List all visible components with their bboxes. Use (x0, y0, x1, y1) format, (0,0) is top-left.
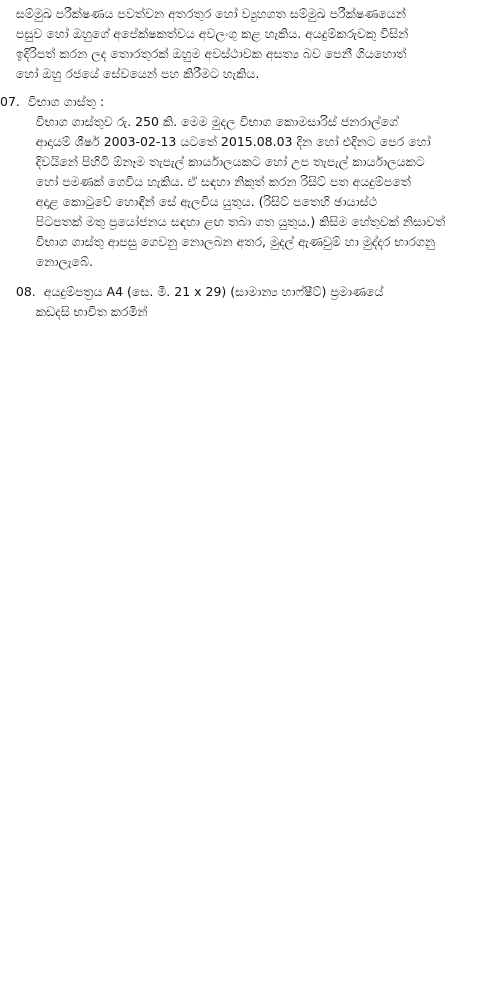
intro-paragraph: සම්මුඛ පරීක්ෂණය පවත්වන අතරතුර හෝ ව්‍යුහගත සම්මුඛ පරීක්ෂණයෙන් පසුව හෝ ඔහුගේ අපේක්ෂකත්වය අවලංගු කළ හැකිය. අයදුම්කරුවකු විසින් ඉදිරිපත් කරන ලද තොරතුරක් ඔහුම අවස්ථාවක අසත්‍ය බව පෙනී ගියහොත් හෝ ඔහු රජයේ සේවයෙන් පහ කිරීමට හැකිය. (15, 6, 409, 81)
section-07-number: 07. (0, 94, 20, 109)
section-07-heading (0, 92, 500, 112)
section-07-body: විභාග ගාස්තුව රු. 250 කි. මෙම මුදල විභාග කොමසාරිස් ජනරාල්ගේ ආදායම් ශීර්ෂ 2003-02-13 යටතේ 2015.08.03 දින හෝ එදිනට පෙර හෝ දිවයිනේ පිහිටි ඕනෑම තැපැල් කාර්යාලයකට හෝ උප තැපැල් කාර්යාලයකට හෝ පමණක් ගෙවිය හැකිය. ඒ සඳහා නිකුත් කරන රිසිට් පත අයදුම්පතේ අදාළ කොටුවේ හොඳින් සේ ඇලවිය යුතුය. (රිසිට් පතෙහි ඡායාස්ථ පිටපතක් මතු ප්‍රයෝජනය සඳහා ළඟ තබා ගත යුතුය.) කිසිම හේතුවක් නිසාවත් විභාග ගාස්තු ආපසු ගෙවනු නොලබන අතර, මුදල් ඇණවුම් හා මුද්දර භාරගනු නොලැබේ. (35, 114, 446, 269)
section-07-title: විභාග ගාස්තු : (27, 94, 105, 109)
section-08-lead: 08. අයදුම්පත්‍රය A4 (සෙ. මී. 21 x 29) (සාමාන්‍ය හාෆ්ෂීට්) ප්‍රමාණයේ කඩදසි භාවිත කරමින් (15, 284, 384, 319)
